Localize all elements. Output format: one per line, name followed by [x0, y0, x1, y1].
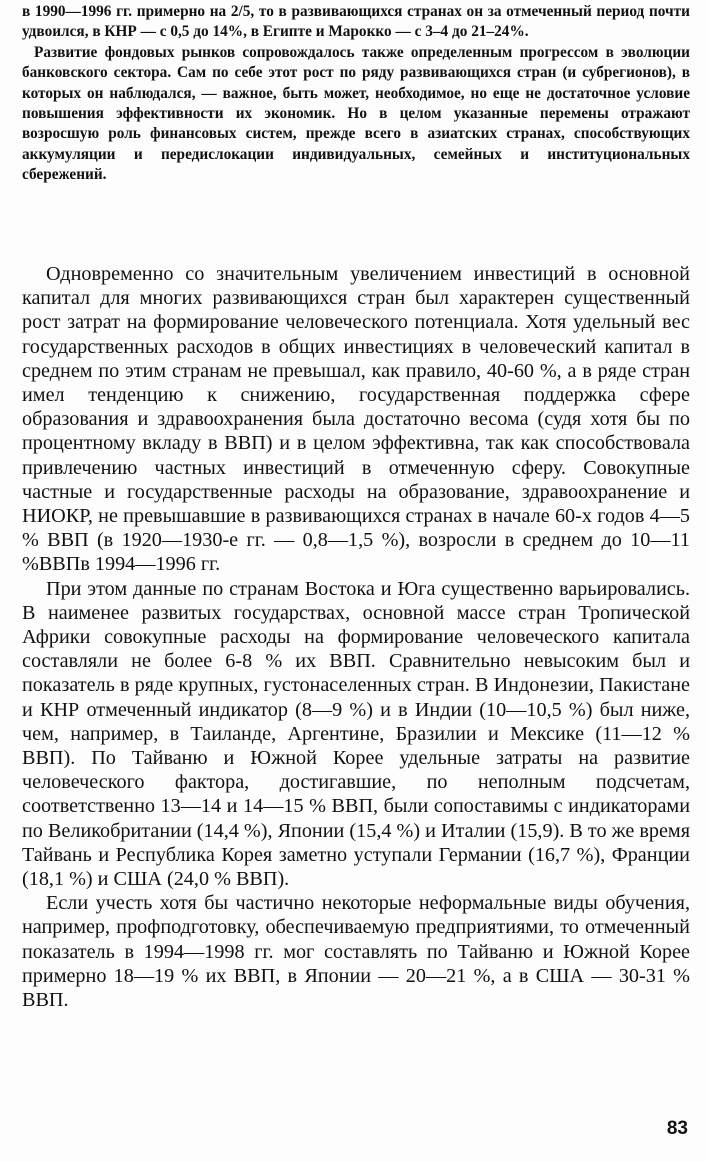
- page-number: 83: [666, 1118, 688, 1139]
- small-print-block: [22, 2, 690, 186]
- small-paragraph-1: в 1990—1996 гг. примерно на 2/5, то в развивающихся странах он за отмеченный период почти удвоился, в КНР — с 0,5 до 14%, в Египте и Марокко — с 3–4 до 21–24%.: [22, 3, 690, 41]
- main-paragraph-1: Одновременно со значительным увеличением инвестиций в основной капитал для многих развивающихся стран был характерен существенный рост затрат на формирование человеческого потенциала. Хотя удельный вес государственных расходов в общих инвестициях в человеческий капитал в среднем по этим странам не превышал, как правило, 40-60 %, а в ряде стран имел тенденцию к снижению, государственная поддержка сфере образования и здравоохранения была достаточно весома (судя хотя бы по процентному вкладу в ВВП) и в целом эффективна, так как способствовала привлечению частных инвестиций в отмеченную сферу. Совокупные частные и государственные расходы на образование, здравоохранение и НИОКР, не превышавшие в развивающихся странах в начале 60-х годов 4—5 % ВВП (в 1920—1930-е гг. — 0,8—1,5 %), возросли в среднем до 10—11 %ВВПв 1994—1996 гг.: [22, 263, 690, 576]
- main-paragraph-3: Если учесть хотя бы частично некоторые неформальные виды обучения, например, профподготовку, обеспечиваемую предприятиями, то отмеченный показатель в 1994—1998 гг. мог составлять по Тайваню и Южной Корее примерно 18—19 % их ВВП, в Японии — 20—21 %, а в США — 30-31 % ВВП.: [22, 892, 690, 1012]
- main-text-block: [22, 262, 690, 1012]
- small-paragraph-2: Развитие фондовых рынков сопровождалось также определенным прогрессом в эволюции банковского сектора. Сам по себе этот рост по ряду развивающихся стран (и субрегионов), в которых он наблюдался, — важное, быть может, необходимое, но еще не достаточное условие повышения эффективности их экономик. Но в целом указанные перемены отражают возросшую роль финансовых систем, прежде всего в азиатских странах, способствующих аккумуляции и передислокации индивидуальных, семейных и институциональных сбережений.: [22, 43, 690, 184]
- main-paragraph-2: При этом данные по странам Востока и Юга существенно варьировались. В наименее развитых государствах, основной массе стран Тропической Африки совокупные расходы на формирование человеческого капитала составляли не более 6-8 % их ВВП. Сравнительно невысоким был и показатель в ряде крупных, густонаселенных стран. В Индонезии, Пакистане и КНР отмеченный индикатор (8—9 %) и в Индии (10—10,5 %) был ниже, чем, например, в Таиланде, Аргентине, Бразилии и Мексике (11—12 % ВВП). По Тайваню и Южной Корее удельные затраты на развитие человеческого фактора, достигавшие, по неполным подсчетам, соответственно 13—14 и 14—15 % ВВП, были сопоставимы с индикаторами по Великобритании (14,4 %), Японии (15,4 %) и Италии (15,9). В то же время Тайвань и Республика Корея заметно уступали Германии (16,7 %), Франции (18,1 %) и США (24,0 % ВВП).: [22, 577, 690, 891]
